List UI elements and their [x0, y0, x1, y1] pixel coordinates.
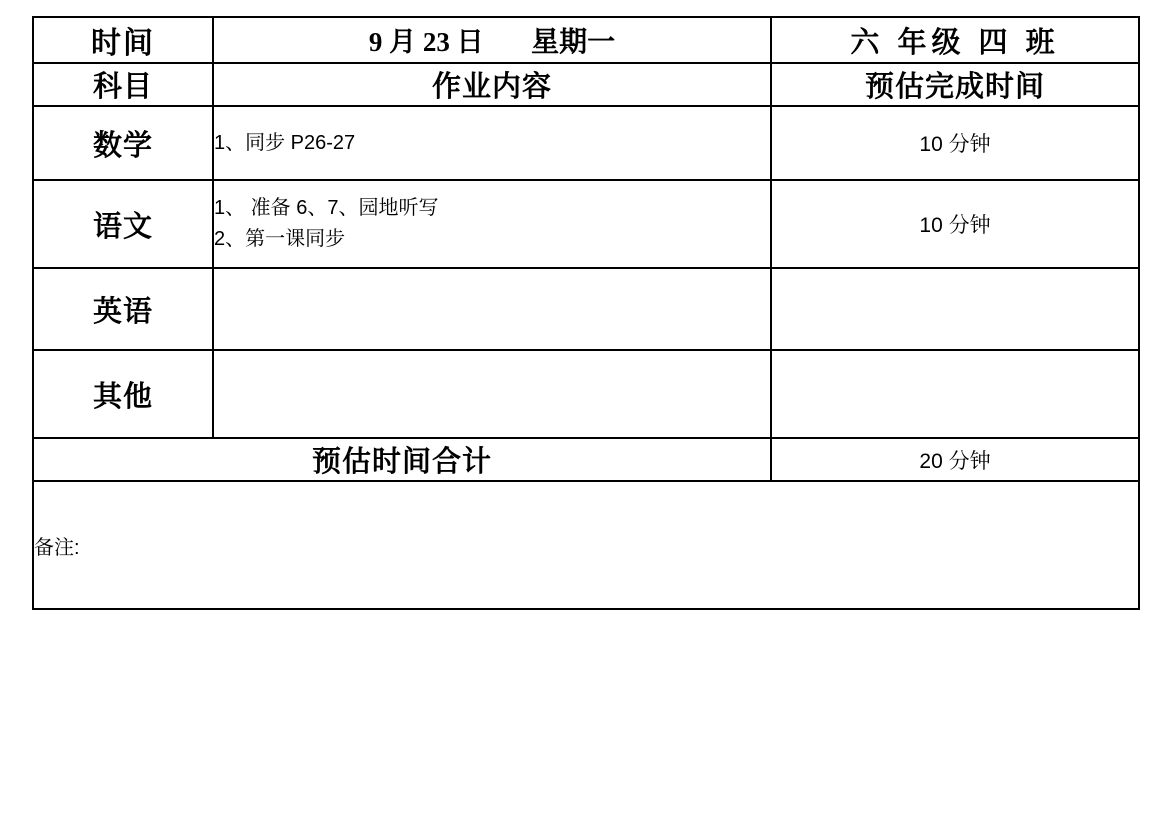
content-header-cell: 作业内容: [213, 63, 771, 106]
notes-label: 备注:: [34, 536, 80, 559]
estimate-header-cell: 预估完成时间: [771, 63, 1139, 106]
subject-name-other: 其他: [33, 350, 213, 438]
content-cell-other: [213, 350, 771, 438]
subject-name-math: 数学: [33, 106, 213, 180]
table-row-notes: [33, 481, 1139, 609]
subject-name-chinese: 语文: [33, 180, 213, 268]
content-cell-math: [213, 106, 771, 180]
table-row: [33, 106, 1139, 180]
date-cell: [213, 17, 771, 63]
date-text: 9 月 23 日: [368, 27, 484, 57]
weekday-text: 星期一: [531, 26, 616, 57]
table-row: [33, 268, 1139, 350]
time-label-cell: 时间: [33, 17, 213, 63]
total-label-cell: 预估时间合计: [33, 438, 771, 481]
content-cell-english: [213, 268, 771, 350]
subject-name-english: 英语: [33, 268, 213, 350]
content-line: 1、同步 P26-27: [214, 131, 356, 154]
content-cell-chinese: [213, 180, 771, 268]
notes-cell: [33, 481, 1139, 609]
total-value-cell: 20 分钟: [771, 438, 1139, 481]
estimate-cell-english: [771, 268, 1139, 350]
estimate-cell-other: [771, 350, 1139, 438]
estimate-cell-chinese: 10 分钟: [771, 180, 1139, 268]
table-row-total: [33, 438, 1139, 481]
table-row-header-columns: [33, 63, 1139, 106]
class-cell: 六 年级 四 班: [771, 17, 1139, 63]
table-row-header-date: [33, 17, 1139, 63]
estimate-cell-math: 10 分钟: [771, 106, 1139, 180]
homework-table: [32, 16, 1140, 610]
table-row: [33, 350, 1139, 438]
content-line: 1、 准备 6、7、园地听写: [214, 197, 439, 219]
content-line: 2、第一课同步: [214, 228, 346, 250]
table-row: [33, 180, 1139, 268]
subject-header-cell: 科目: [33, 63, 213, 106]
